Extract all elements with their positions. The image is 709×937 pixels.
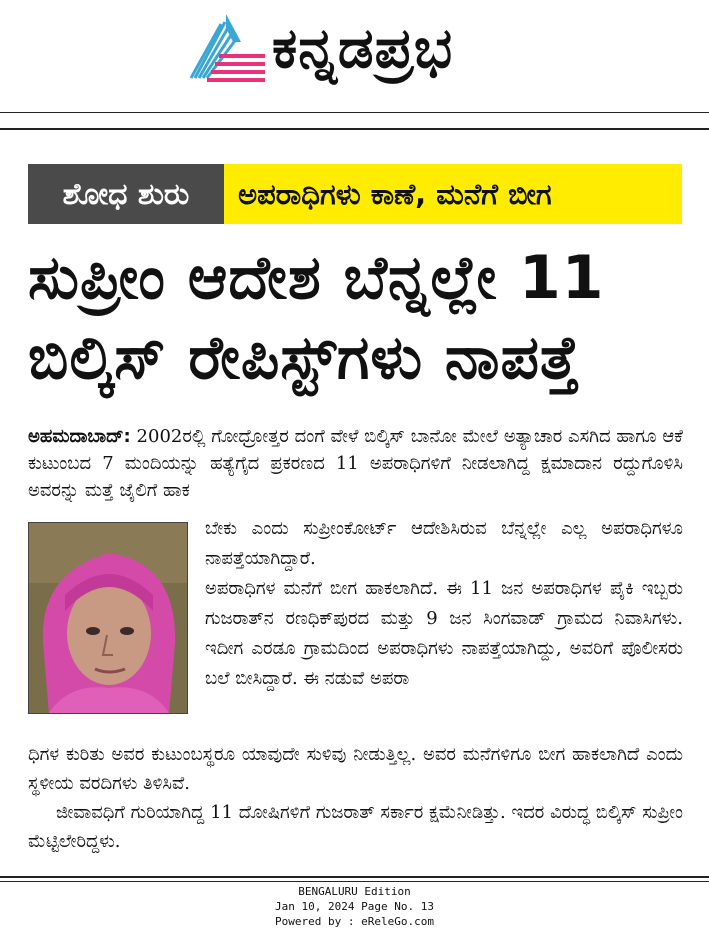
dateline: ಅಹಮದಾಬಾದ್:	[28, 426, 131, 447]
date-page-label: Jan 10, 2024 Page No. 13	[275, 900, 434, 913]
kicker-subhead: ಅಪರಾಧಿಗಳು ಕಾಣೆ, ಮನೆಗೆ ಬೀಗ	[224, 164, 682, 224]
footer-divider	[0, 876, 709, 878]
masthead	[0, 0, 709, 108]
portrait-photo	[28, 522, 188, 714]
powered-by-label: Powered by : eReleGo.com	[275, 915, 434, 928]
headline	[28, 238, 688, 398]
brand-name: ಕನ್ನಡಪ್ರಭ	[272, 16, 454, 81]
article-tail	[28, 740, 683, 856]
kicker-label: ಶೋಧ ಶುರು	[28, 164, 224, 224]
edition-label: BENGALURU Edition	[298, 885, 411, 898]
headline-line: ಬಿಲ್ಕಿಸ್ ರೇಪಿಸ್ಟ್‌ಗಳು ನಾಪತ್ತೆ	[28, 323, 581, 393]
kicker-bar	[28, 164, 682, 224]
footer-divider	[0, 881, 709, 882]
header-divider	[0, 128, 709, 130]
header-divider	[0, 112, 709, 113]
triangle-logo-icon	[185, 12, 267, 84]
article-lead	[28, 423, 683, 504]
article-paragraph: ಧಿಗಳ ಕುರಿತು ಅವರ ಕುಟುಂಬಸ್ಥರೂ ಯಾವುದೇ ಸುಳಿವು ನೀಡುತ್ತಿಲ್ಲ. ಅವರ ಮನೆಗಳಿಗೂ ಬೀಗ ಹಾಕಲಾಗಿದೆ ಎಂದು ಸ್ಥಳೀಯ ವರದಿಗಳು ತಿಳಿಸಿವೆ.	[28, 744, 683, 794]
article-paragraph: ಜೀವಾವಧಿಗೆ ಗುರಿಯಾಗಿದ್ದ 11 ದೋಷಿಗಳಿಗೆ ಗುಜರಾತ್ ಸರ್ಕಾರ ಕ್ಷಮೆನೀಡಿತ್ತು. ಇದರ ವಿರುದ್ಧ ಬಿಲ್ಕಿಸ್ ಸುಪ್ರೀಂ ಮೆಟ್ಟಿಲೇರಿದ್ದಳು.	[28, 802, 683, 852]
article-column-wrap	[205, 514, 683, 694]
lead-text: 2002ರಲ್ಲಿ ಗೋಧ್ರೋತ್ತರ ದಂಗೆ ವೇಳೆ ಬಿಲ್ಕಿಸ್ ಬಾನೋ ಮೇಲೆ ಅತ್ಯಾಚಾರ ಎಸಗಿದ ಹಾಗೂ ಆಕೆ ಕುಟುಂಬದ 7 ಮಂದಿಯನ್ನು ಹತ್ಯೆಗೈದ ಪ್ರಕರಣದ 11 ಅಪರಾಧಿಗಳಿಗೆ ನೀಡಲಾಗಿದ್ದ ಕ್ಷಮಾದಾನ ರದ್ದುಗೊಳಿಸಿ ಅವರನ್ನು ಮತ್ತೆ ಜೈಲಿಗೆ ಹಾಕ	[28, 426, 683, 501]
article-paragraph: ಬೇಕು ಎಂದು ಸುಪ್ರೀಂಕೋರ್ಟ್ ಆದೇಶಿಸಿರುವ ಬೆನ್ನಲ್ಲೇ ಎಲ್ಲ ಅಪರಾಧಿಗಳೂ ನಾಪತ್ತೆಯಾಗಿದ್ದಾರೆ.	[205, 518, 683, 569]
article-paragraph: ಅಪರಾಧಿಗಳ ಮನೆಗೆ ಬೀಗ ಹಾಕಲಾಗಿದೆ. ಈ 11 ಜನ ಅಪರಾಧಿಗಳ ಪೈಕಿ ಇಬ್ಬರು ಗುಜರಾತ್‌ನ ರಣಧಿಕ್‌ಪುರದ ಮತ್ತು 9 ಜನ ಸಿಂಗವಾಡ್ ಗ್ರಾಮದ ನಿವಾಸಿಗಳು. ಇದೀಗ ಎರಡೂ ಗ್ರಾಮದಿಂದ ಅಪರಾಧಿಗಳು ನಾಪತ್ತೆಯಾಗಿದ್ದು, ಅವರಿಗೆ ಪೊಲೀಸರು ಬಲೆ ಬೀಸಿದ್ದಾರೆ. ಈ ನಡುವೆ ಅಪರಾ	[205, 578, 683, 689]
page-footer	[0, 884, 709, 929]
headline-line: ಸುಪ್ರೀಂ ಆದೇಶ ಬೆನ್ನಲ್ಲೇ 11	[28, 243, 605, 313]
